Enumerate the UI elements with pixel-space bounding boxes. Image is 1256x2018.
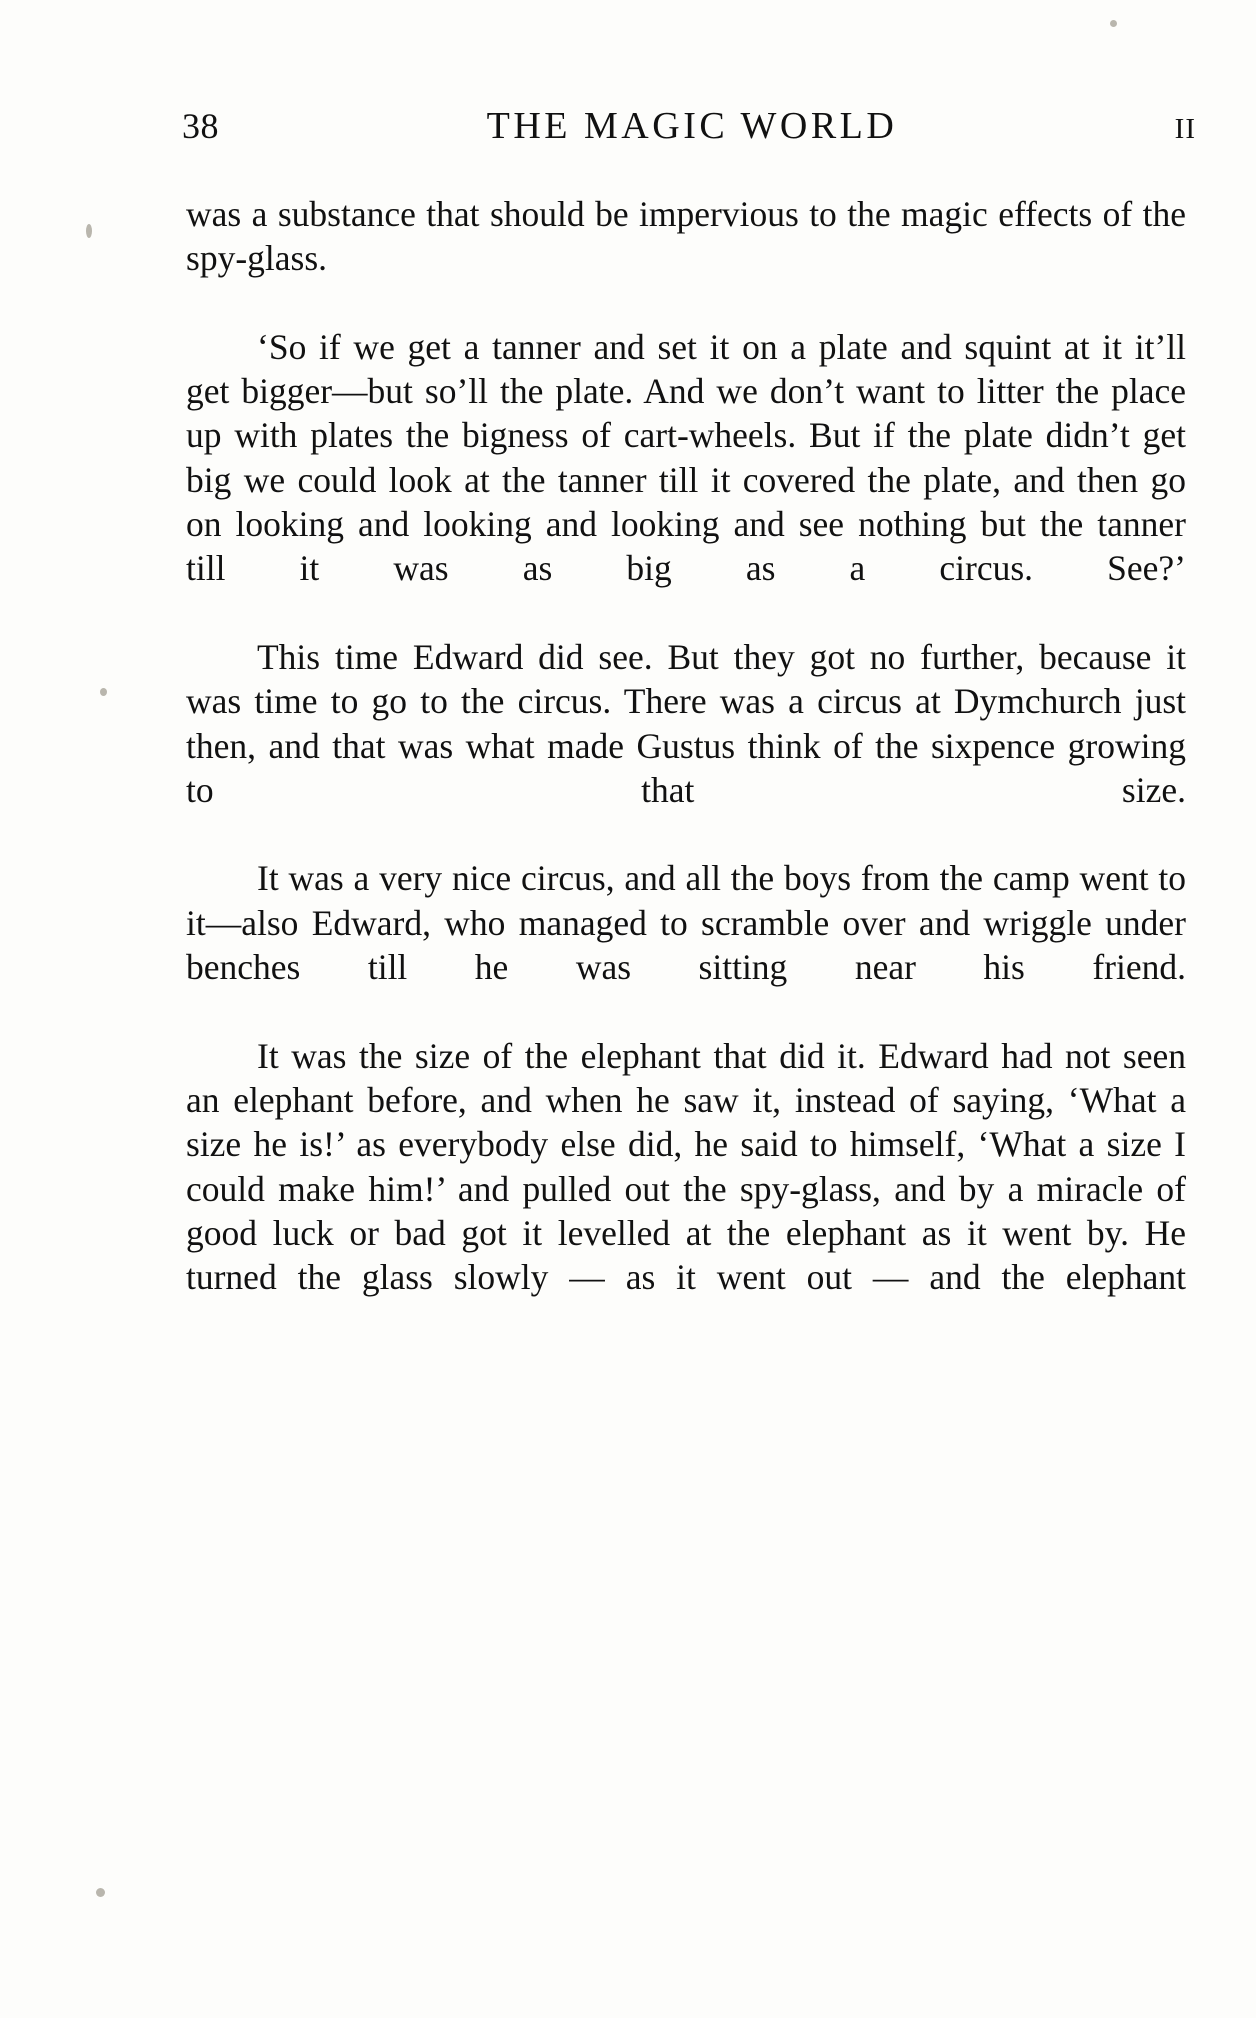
paper-speck	[1110, 20, 1117, 27]
paper-speck	[86, 224, 92, 238]
chapter-number: II	[1174, 113, 1196, 145]
body-text	[186, 192, 1186, 1344]
paragraph: It was a very nice circus, and all the boys from the camp went to it—also Edward, who managed to scramble over and wriggle under benches till he was sitting near his friend.	[186, 858, 1186, 988]
paragraph: ‘So if we get a tanner and set it on a plate and squint at it it’ll get bigger—but so’ll the plate. And we don’t want to litter the place up with plates the bigness of cart-wheels. But if the plate didn’t get big we could look at the tanner till it covered the plate, and then go on looking and looking and looking and see nothing but the tanner till it was as big as a circus. See?’	[186, 326, 1186, 589]
page-number: 38	[182, 106, 219, 146]
paper-speck	[100, 688, 107, 696]
paragraph: was a substance that should be impervious to the magic effects of the spy-glass.	[186, 194, 1186, 279]
page-content	[182, 104, 1216, 1344]
book-title: THE MAGIC WORLD	[486, 105, 898, 147]
running-head	[182, 104, 1202, 148]
paper-speck	[96, 1888, 105, 1897]
paragraph: This time Edward did see. But they got no further, because it was time to go to the circus. There was a circus at Dymchurch just then, and that was what made Gustus think of the sixpence growing to that size.	[186, 636, 1186, 810]
paragraph: It was the size of the elephant that did it. Edward had not seen an elephant before, and when he saw it, instead of saying, ‘What a size he is!’ as everybody else did, he said to himself, ‘What a size I could make him!’ and pulled out the spy-glass, and by a miracle of good luck or bad got it levelled at the elephant as it went by. He turned the glass slowly — as it went out — and the elephant	[186, 1035, 1186, 1298]
